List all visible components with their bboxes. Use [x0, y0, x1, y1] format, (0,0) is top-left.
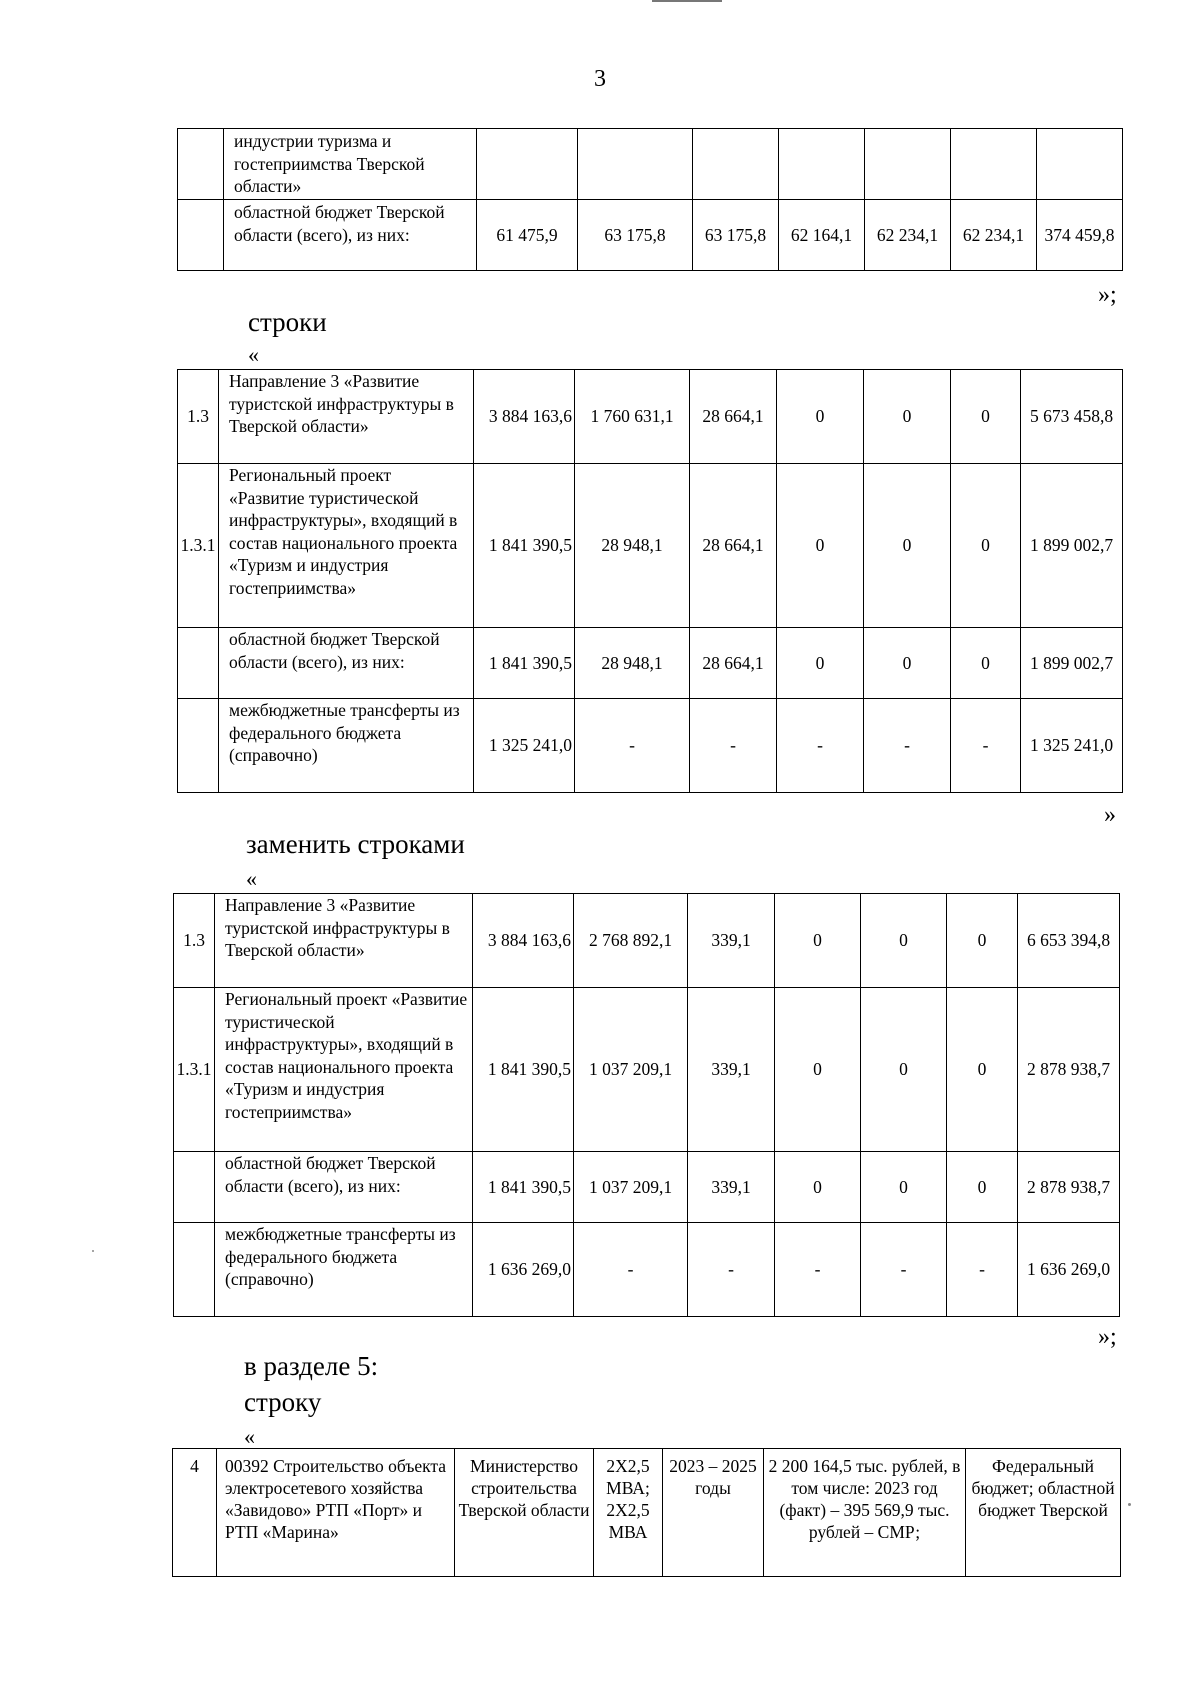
table-row [174, 1223, 1120, 1317]
value-cell: 0 [864, 628, 951, 699]
value-cell: 61 475,9 [477, 200, 578, 271]
closing-quote: » [1104, 802, 1116, 828]
opening-quote: « [246, 866, 257, 891]
value-cell: 2 878 938,7 [1018, 988, 1120, 1152]
value-cell: 62 164,1 [779, 200, 865, 271]
row-code-cell [178, 628, 219, 699]
value-cell: 3 884 163,6 [473, 894, 574, 988]
value-cell [779, 129, 865, 200]
value-cell: 0 [951, 628, 1021, 699]
value-cell: 2 878 938,7 [1018, 1152, 1120, 1223]
value-cell: 0 [861, 894, 947, 988]
value-cell: 0 [947, 1152, 1018, 1223]
value-cell: 339,1 [688, 894, 775, 988]
value-cell: 374 459,8 [1037, 200, 1123, 271]
row-code-cell: 1.3.1 [174, 988, 215, 1152]
table-row [178, 699, 1123, 793]
construction-objects-table [172, 1448, 1121, 1577]
value-cell: 0 [947, 894, 1018, 988]
value-cell: 0 [775, 894, 861, 988]
table-row [173, 1449, 1121, 1577]
section-caption: строки [248, 307, 327, 337]
budget-table-continuation [177, 128, 1123, 271]
section-caption: строку [244, 1387, 322, 1417]
table-row [174, 894, 1120, 988]
value-cell: 28 664,1 [690, 628, 777, 699]
value-cell: - [947, 1223, 1018, 1317]
scan-speck [1128, 1503, 1131, 1506]
row-code-cell [174, 1223, 215, 1317]
row-code-cell: 1.3 [174, 894, 215, 988]
value-cell: 28 948,1 [575, 464, 690, 628]
value-cell: 0 [947, 988, 1018, 1152]
value-cell: 1 636 269,0 [1018, 1223, 1120, 1317]
value-cell: 0 [861, 988, 947, 1152]
value-cell: 0 [951, 464, 1021, 628]
value-cell: 1 325 241,0 [474, 699, 575, 793]
row-code-cell [178, 129, 224, 200]
period-cell: 2023 – 2025 годы [663, 1449, 764, 1577]
value-cell [951, 129, 1037, 200]
opening-quote: « [244, 1424, 255, 1449]
value-cell [1037, 129, 1123, 200]
value-cell [578, 129, 693, 200]
value-cell: 28 664,1 [690, 370, 777, 464]
row-name-cell: областной бюджет Тверской области (всего), из них: [219, 628, 474, 699]
value-cell: 0 [777, 628, 864, 699]
value-cell: 28 948,1 [575, 628, 690, 699]
value-cell: 1 841 390,5 [473, 988, 574, 1152]
value-cell: 0 [864, 370, 951, 464]
value-cell: 1 841 390,5 [474, 628, 575, 699]
capacity-cell: 2Х2,5 МВА; 2Х2,5 МВА [594, 1449, 663, 1577]
cost-cell: 2 200 164,5 тыс. рублей, в том числе: 2023 год (факт) – 395 569,9 тыс. рублей – СМР; [764, 1449, 966, 1577]
value-cell: 1 760 631,1 [575, 370, 690, 464]
responsible-cell: Министерство строительства Тверской области [455, 1449, 594, 1577]
value-cell: 1 841 390,5 [473, 1152, 574, 1223]
value-cell: - [690, 699, 777, 793]
table-row [178, 628, 1123, 699]
value-cell: - [951, 699, 1021, 793]
row-name-cell: индустрии туризма и гостеприимства Тверской области» [224, 129, 477, 200]
row-name-cell: Региональный проект «Развитие туристической инфраструктуры», входящий в состав национального проекта «Туризм и индустрия гостеприимства» [219, 464, 474, 628]
section-caption: в разделе 5: [244, 1351, 379, 1381]
closing-quote: »; [1098, 1324, 1117, 1350]
row-name-cell: межбюджетные трансферты из федерального бюджета (справочно) [219, 699, 474, 793]
value-cell: - [574, 1223, 688, 1317]
row-name-cell: областной бюджет Тверской области (всего), из них: [215, 1152, 473, 1223]
value-cell: - [775, 1223, 861, 1317]
value-cell: 6 653 394,8 [1018, 894, 1120, 988]
value-cell: 63 175,8 [693, 200, 779, 271]
row-code-cell: 1.3 [178, 370, 219, 464]
row-number-cell: 4 [173, 1449, 217, 1577]
source-cell: Федеральный бюджет; областной бюджет Тверской [966, 1449, 1121, 1577]
value-cell: 63 175,8 [578, 200, 693, 271]
table-row [178, 370, 1123, 464]
value-cell: 1 841 390,5 [474, 464, 575, 628]
value-cell [865, 129, 951, 200]
value-cell: 1 325 241,0 [1021, 699, 1123, 793]
value-cell: 3 884 163,6 [474, 370, 575, 464]
value-cell: 62 234,1 [951, 200, 1037, 271]
row-code-cell [174, 1152, 215, 1223]
row-name-cell: областной бюджет Тверской области (всего), из них: [224, 200, 477, 271]
value-cell: 0 [777, 464, 864, 628]
value-cell: 339,1 [688, 1152, 775, 1223]
value-cell: 0 [861, 1152, 947, 1223]
budget-table-old-rows [177, 369, 1123, 793]
value-cell [693, 129, 779, 200]
value-cell: 1 899 002,7 [1021, 628, 1123, 699]
row-name-cell: Направление 3 «Развитие туристской инфраструктуры в Тверской области» [219, 370, 474, 464]
value-cell: 0 [951, 370, 1021, 464]
row-code-cell: 1.3.1 [178, 464, 219, 628]
value-cell: 339,1 [688, 988, 775, 1152]
table-row [174, 1152, 1120, 1223]
row-name-cell: межбюджетные трансферты из федерального бюджета (справочно) [215, 1223, 473, 1317]
value-cell: 28 664,1 [690, 464, 777, 628]
value-cell: 2 768 892,1 [574, 894, 688, 988]
value-cell: - [688, 1223, 775, 1317]
value-cell [477, 129, 578, 200]
section-caption: заменить строками [246, 829, 465, 859]
value-cell: 1 636 269,0 [473, 1223, 574, 1317]
value-cell: - [777, 699, 864, 793]
opening-quote: « [248, 342, 259, 367]
value-cell: 0 [777, 370, 864, 464]
value-cell: 1 899 002,7 [1021, 464, 1123, 628]
value-cell: 0 [775, 1152, 861, 1223]
row-name-cell: Направление 3 «Развитие туристской инфраструктуры в Тверской области» [215, 894, 473, 988]
scan-speck [92, 1250, 94, 1252]
value-cell: 5 673 458,8 [1021, 370, 1123, 464]
table-row [178, 200, 1123, 271]
budget-table-new-rows [173, 893, 1120, 1317]
scan-artifact-line [652, 0, 722, 2]
value-cell: 1 037 209,1 [574, 988, 688, 1152]
value-cell: - [864, 699, 951, 793]
row-code-cell [178, 200, 224, 271]
table-row [178, 129, 1123, 200]
closing-quote: »; [1098, 282, 1117, 308]
table-row [178, 464, 1123, 628]
object-name-cell: 00392 Строительство объекта электросетевого хозяйства «Завидово» РТП «Порт» и РТП «Марина» [217, 1449, 455, 1577]
value-cell: 1 037 209,1 [574, 1152, 688, 1223]
value-cell: 62 234,1 [865, 200, 951, 271]
value-cell: 0 [775, 988, 861, 1152]
value-cell: 0 [864, 464, 951, 628]
table-row [174, 988, 1120, 1152]
page-number: 3 [594, 66, 606, 92]
row-code-cell [178, 699, 219, 793]
row-name-cell: Региональный проект «Развитие туристической инфраструктуры», входящий в состав национального проекта «Туризм и индустрия гостеприимства» [215, 988, 473, 1152]
value-cell: - [575, 699, 690, 793]
value-cell: - [861, 1223, 947, 1317]
